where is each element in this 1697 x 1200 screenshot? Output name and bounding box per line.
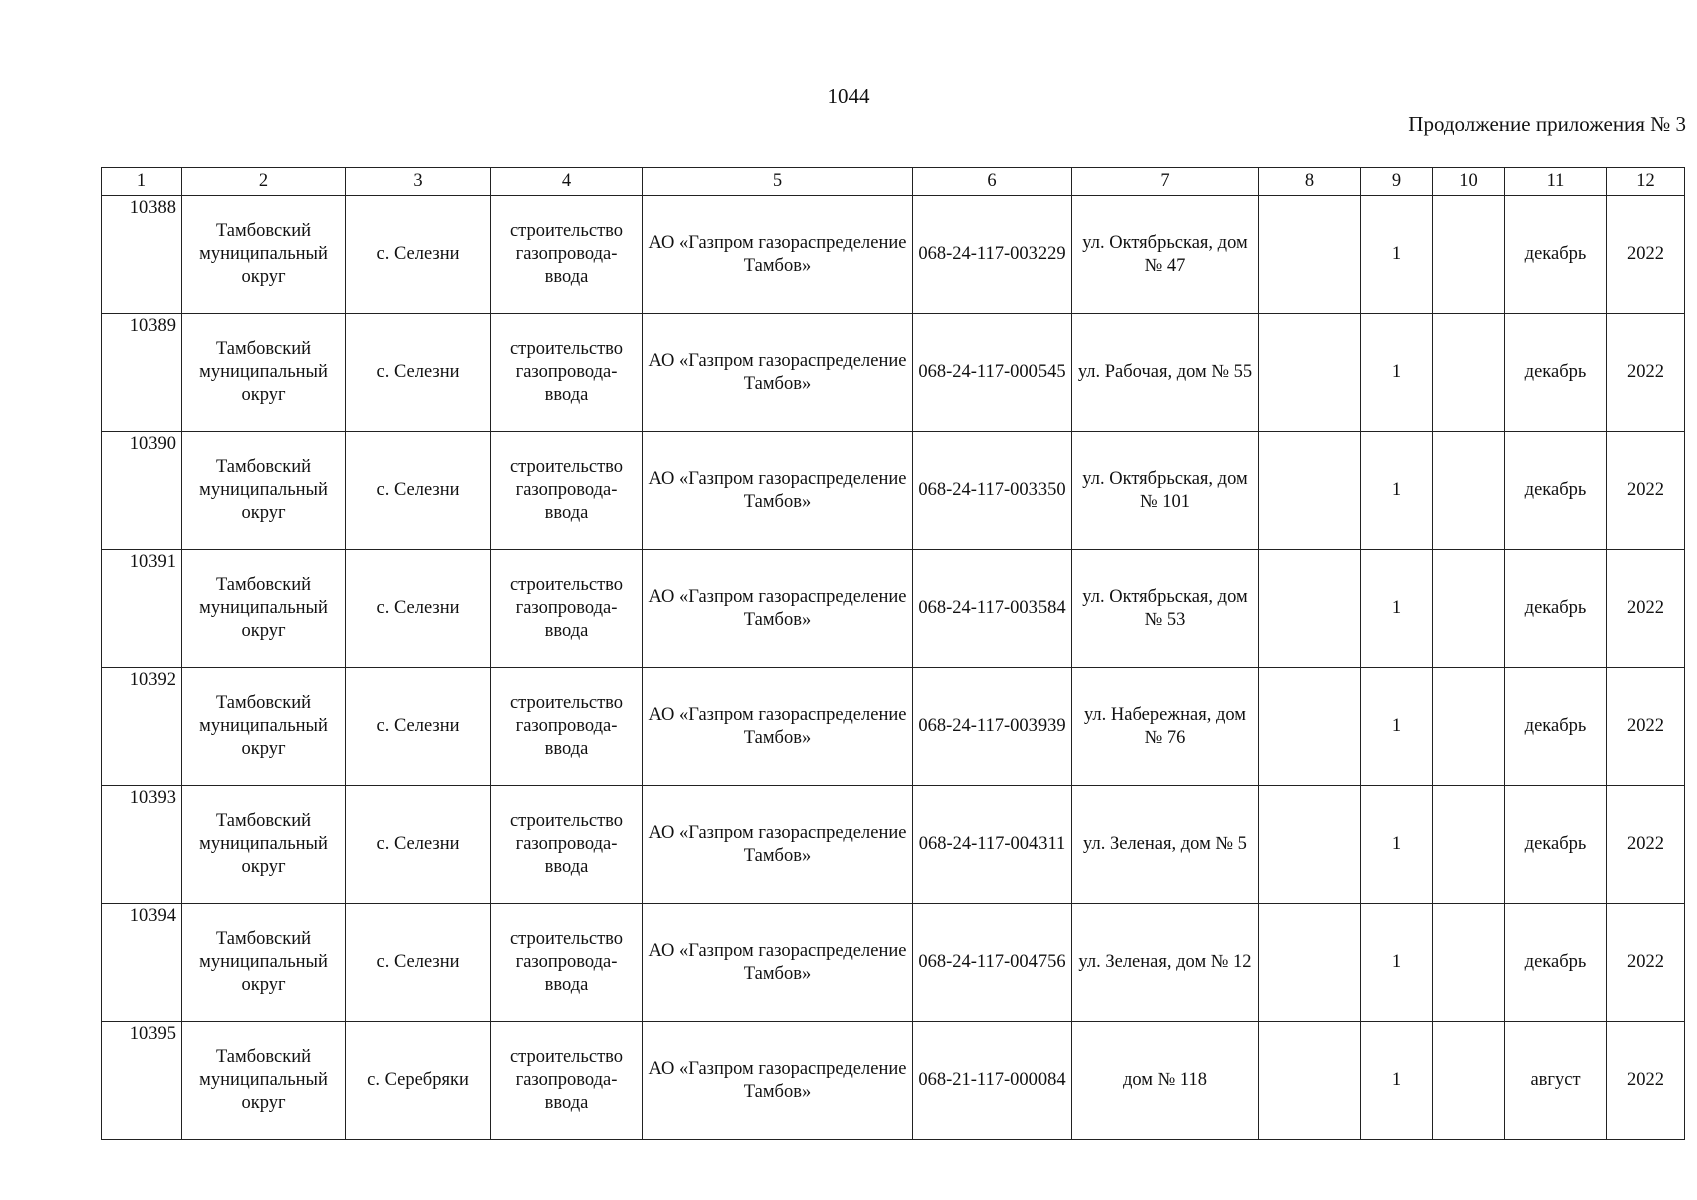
address-cell: ул. Рабочая, дом № 55 — [1072, 314, 1259, 432]
row-number: 10394 — [102, 904, 182, 1022]
quantity-cell: 1 — [1361, 432, 1433, 550]
year-cell: 2022 — [1607, 314, 1685, 432]
cadastral-number-cell: 068-24-117-003584 — [913, 550, 1072, 668]
quantity-cell: 1 — [1361, 1022, 1433, 1140]
organization-cell: АО «Газпром газораспределение Тамбов» — [643, 196, 913, 314]
cadastral-number-cell: 068-24-117-004311 — [913, 786, 1072, 904]
address-cell: ул. Октябрьская, дом № 53 — [1072, 550, 1259, 668]
cadastral-number-cell: 068-24-117-003350 — [913, 432, 1072, 550]
address-cell: ул. Набережная, дом № 76 — [1072, 668, 1259, 786]
table-row — [102, 432, 1685, 550]
organization-cell: АО «Газпром газораспределение Тамбов» — [643, 550, 913, 668]
column-10-cell — [1433, 668, 1505, 786]
organization-cell: АО «Газпром газораспределение Тамбов» — [643, 1022, 913, 1140]
row-number: 10395 — [102, 1022, 182, 1140]
year-cell: 2022 — [1607, 432, 1685, 550]
row-number: 10392 — [102, 668, 182, 786]
column-10-cell — [1433, 904, 1505, 1022]
address-cell: ул. Зеленая, дом № 5 — [1072, 786, 1259, 904]
work-type-cell: строительство газопровода-ввода — [491, 1022, 643, 1140]
settlement-cell: с. Селезни — [346, 550, 491, 668]
column-8-cell — [1259, 1022, 1361, 1140]
work-type-cell: строительство газопровода-ввода — [491, 314, 643, 432]
settlement-cell: с. Селезни — [346, 432, 491, 550]
month-cell: декабрь — [1505, 786, 1607, 904]
column-8-cell — [1259, 432, 1361, 550]
address-cell: дом № 118 — [1072, 1022, 1259, 1140]
settlement-cell: с. Селезни — [346, 196, 491, 314]
month-cell: декабрь — [1505, 432, 1607, 550]
page-number: 1044 — [827, 84, 870, 108]
year-cell: 2022 — [1607, 786, 1685, 904]
header-cell: 4 — [491, 168, 643, 196]
column-8-cell — [1259, 668, 1361, 786]
cadastral-number-cell: 068-24-117-003939 — [913, 668, 1072, 786]
table-row — [102, 550, 1685, 668]
month-cell: август — [1505, 1022, 1607, 1140]
table-row — [102, 196, 1685, 314]
work-type-cell: строительство газопровода-ввода — [491, 432, 643, 550]
quantity-cell: 1 — [1361, 904, 1433, 1022]
district-cell: Тамбовский муниципальный округ — [182, 196, 346, 314]
cadastral-number-cell: 068-24-117-000545 — [913, 314, 1072, 432]
header-cell: 12 — [1607, 168, 1685, 196]
work-type-cell: строительство газопровода-ввода — [491, 668, 643, 786]
header-row — [102, 168, 1685, 196]
header-cell: 6 — [913, 168, 1072, 196]
header-cell: 10 — [1433, 168, 1505, 196]
quantity-cell: 1 — [1361, 314, 1433, 432]
appendix-table — [101, 167, 1685, 1140]
work-type-cell: строительство газопровода-ввода — [491, 550, 643, 668]
table-row — [102, 904, 1685, 1022]
quantity-cell: 1 — [1361, 196, 1433, 314]
cadastral-number-cell: 068-24-117-004756 — [913, 904, 1072, 1022]
district-cell: Тамбовский муниципальный округ — [182, 786, 346, 904]
organization-cell: АО «Газпром газораспределение Тамбов» — [643, 786, 913, 904]
year-cell: 2022 — [1607, 196, 1685, 314]
table-row — [102, 314, 1685, 432]
work-type-cell: строительство газопровода-ввода — [491, 786, 643, 904]
organization-cell: АО «Газпром газораспределение Тамбов» — [643, 904, 913, 1022]
row-number: 10393 — [102, 786, 182, 904]
district-cell: Тамбовский муниципальный округ — [182, 314, 346, 432]
column-8-cell — [1259, 550, 1361, 668]
settlement-cell: с. Серебряки — [346, 1022, 491, 1140]
organization-cell: АО «Газпром газораспределение Тамбов» — [643, 432, 913, 550]
cadastral-number-cell: 068-24-117-003229 — [913, 196, 1072, 314]
row-number: 10391 — [102, 550, 182, 668]
header-cell: 8 — [1259, 168, 1361, 196]
year-cell: 2022 — [1607, 668, 1685, 786]
month-cell: декабрь — [1505, 314, 1607, 432]
header-cell: 5 — [643, 168, 913, 196]
district-cell: Тамбовский муниципальный округ — [182, 550, 346, 668]
column-10-cell — [1433, 550, 1505, 668]
column-10-cell — [1433, 432, 1505, 550]
year-cell: 2022 — [1607, 904, 1685, 1022]
month-cell: декабрь — [1505, 550, 1607, 668]
header-cell: 3 — [346, 168, 491, 196]
table-row — [102, 786, 1685, 904]
district-cell: Тамбовский муниципальный округ — [182, 668, 346, 786]
district-cell: Тамбовский муниципальный округ — [182, 904, 346, 1022]
column-10-cell — [1433, 314, 1505, 432]
row-number: 10388 — [102, 196, 182, 314]
column-8-cell — [1259, 904, 1361, 1022]
column-10-cell — [1433, 786, 1505, 904]
header-cell: 11 — [1505, 168, 1607, 196]
column-8-cell — [1259, 786, 1361, 904]
column-8-cell — [1259, 314, 1361, 432]
column-8-cell — [1259, 196, 1361, 314]
table-row — [102, 668, 1685, 786]
address-cell: ул. Октябрьская, дом № 47 — [1072, 196, 1259, 314]
settlement-cell: с. Селезни — [346, 314, 491, 432]
work-type-cell: строительство газопровода-ввода — [491, 196, 643, 314]
row-number: 10390 — [102, 432, 182, 550]
quantity-cell: 1 — [1361, 550, 1433, 668]
year-cell: 2022 — [1607, 1022, 1685, 1140]
month-cell: декабрь — [1505, 668, 1607, 786]
month-cell: декабрь — [1505, 196, 1607, 314]
settlement-cell: с. Селезни — [346, 786, 491, 904]
quantity-cell: 1 — [1361, 786, 1433, 904]
month-cell: декабрь — [1505, 904, 1607, 1022]
settlement-cell: с. Селезни — [346, 668, 491, 786]
year-cell: 2022 — [1607, 550, 1685, 668]
district-cell: Тамбовский муниципальный округ — [182, 432, 346, 550]
quantity-cell: 1 — [1361, 668, 1433, 786]
header-cell: 2 — [182, 168, 346, 196]
header-cell: 9 — [1361, 168, 1433, 196]
table-row — [102, 1022, 1685, 1140]
header-cell: 1 — [102, 168, 182, 196]
continuation-title: Продолжение приложения № 3 — [1408, 112, 1686, 136]
settlement-cell: с. Селезни — [346, 904, 491, 1022]
work-type-cell: строительство газопровода-ввода — [491, 904, 643, 1022]
organization-cell: АО «Газпром газораспределение Тамбов» — [643, 314, 913, 432]
row-number: 10389 — [102, 314, 182, 432]
cadastral-number-cell: 068-21-117-000084 — [913, 1022, 1072, 1140]
organization-cell: АО «Газпром газораспределение Тамбов» — [643, 668, 913, 786]
district-cell: Тамбовский муниципальный округ — [182, 1022, 346, 1140]
column-10-cell — [1433, 196, 1505, 314]
address-cell: ул. Зеленая, дом № 12 — [1072, 904, 1259, 1022]
address-cell: ул. Октябрьская, дом № 101 — [1072, 432, 1259, 550]
column-10-cell — [1433, 1022, 1505, 1140]
header-cell: 7 — [1072, 168, 1259, 196]
